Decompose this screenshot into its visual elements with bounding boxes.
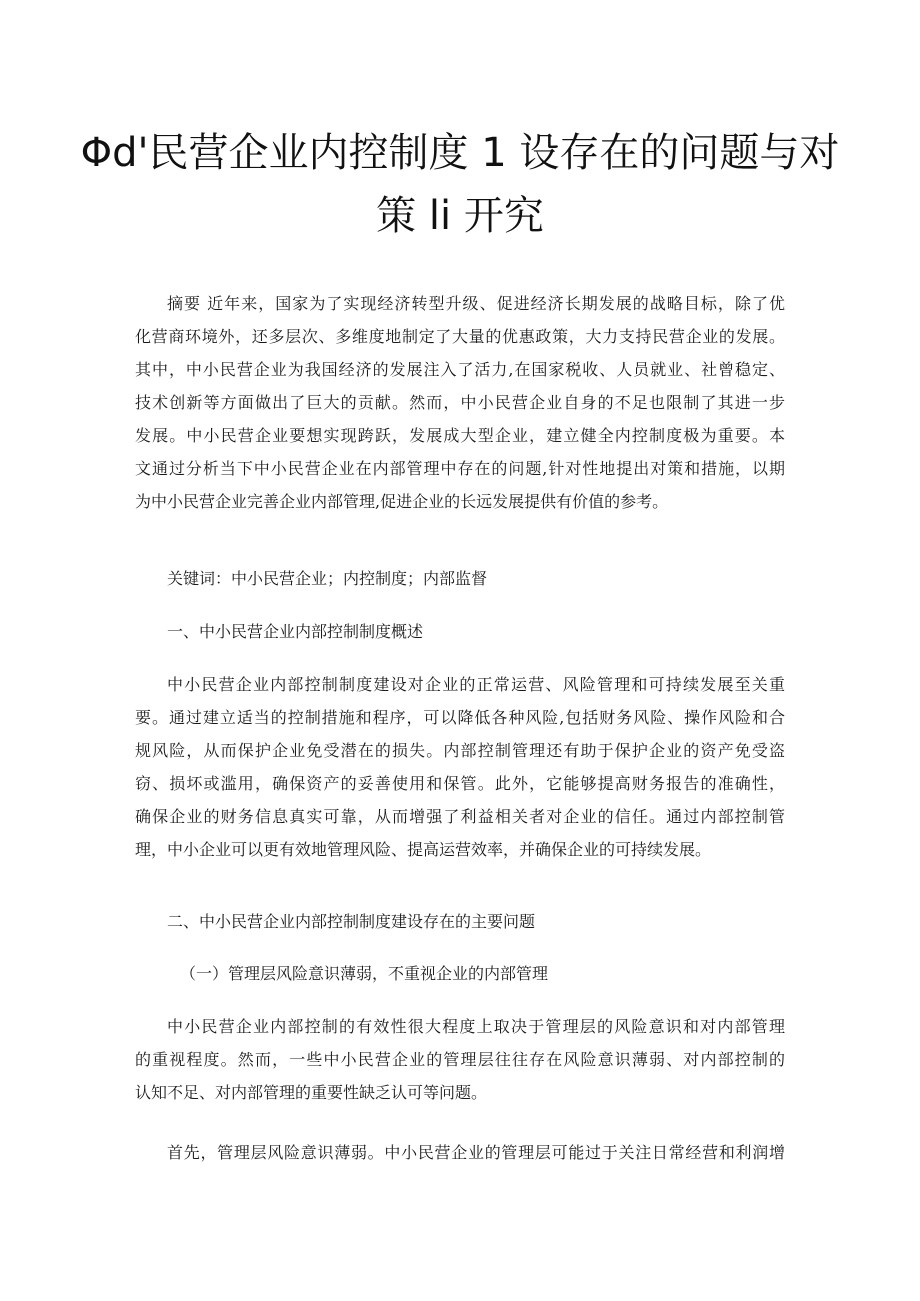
section-1-heading: 一、中小民营企业内部控制制度概述	[167, 622, 424, 641]
document-title-line-1: Φd'民营企业内控制度 1 设存在的问题与对	[80, 130, 840, 176]
keywords: 关键词：中小民营企业；内控制度；内部监督	[167, 569, 488, 588]
abstract-line: 发展。中小民营企业要想实现跨跃，发展成大型企业，建立健全内控制度极为重要。本	[135, 426, 785, 445]
abstract-line: 摘要 近年来，国家为了实现经济转型升级、促进经济长期发展的战略目标，除了优	[167, 294, 785, 313]
subsection-1-heading: （一）管理层风险意识薄弱，不重视企业的内部管理	[180, 964, 549, 983]
subsection-1-line: 认知不足、对内部管理的重要性缺乏认可等问题。	[135, 1083, 488, 1102]
subsection-1-paragraph	[135, 1010, 785, 1109]
final-paragraph	[135, 1136, 785, 1169]
abstract-line: 为中小民营企业完善企业内部管理,促进企业的长远发展提供有价值的参考。	[135, 492, 669, 511]
subsection-1-line: 的重视程度。然而，一些中小民营企业的管理层往往存在风险意识薄弱、对内部控制的	[135, 1050, 785, 1069]
abstract-line: 化营商环境外，还多层次、多维度地制定了大量的优惠政策，大力支持民营企业的发展。	[135, 327, 785, 346]
final-paragraph-line: 首先，管理层风险意识薄弱。中小民营企业的管理层可能过于关注日常经营和利润增	[167, 1143, 785, 1162]
section-1-line: 理，中小企业可以更有效地管理风险、提高运营效率，并确保企业的可持续发展。	[135, 840, 712, 859]
subsection-1-line: 中小民营企业内部控制的有效性很大程度上取决于管理层的风险意识和对内部管理	[167, 1017, 785, 1036]
abstract-line: 文通过分析当下中小民营企业在内部管理中存在的问题,针对性地提出对策和措施，以期	[135, 459, 785, 478]
section-1-line: 中小民营企业内部控制制度建设对企业的正常运营、风险管理和可持续发展至关重	[167, 675, 785, 694]
section-1-paragraph	[135, 668, 785, 866]
abstract-line: 技术创新等方面做出了巨大的贡献。然而，中小民营企业自身的不足也限制了其进一步	[135, 393, 785, 412]
abstract-line: 其中，中小民营企业为我国经济的发展注入了活力,在国家税收、人员就业、社曾稳定、	[135, 360, 785, 379]
section-1-line: 规风险，从而保护企业免受潜在的损失。内部控制管理还有助于保护企业的资产免受盗	[135, 741, 785, 760]
section-1-line: 要。通过建立适当的控制措施和程序，可以降低各种风险,包括财务风险、操作风险和合	[135, 708, 785, 727]
section-1-line: 窃、损坏或滥用，确保资产的妥善使用和保管。此外，它能够提高财务报告的准确性，	[135, 774, 785, 793]
section-1-line: 确保企业的财务信息真实可靠，从而增强了利益相关者对企业的信任。通过内部控制管	[135, 807, 785, 826]
abstract-paragraph	[135, 287, 785, 518]
document-title-line-2: 策 li 开究	[376, 193, 544, 239]
section-2-heading: 二、中小民营企业内部控制制度建设存在的主要问题	[167, 912, 536, 931]
